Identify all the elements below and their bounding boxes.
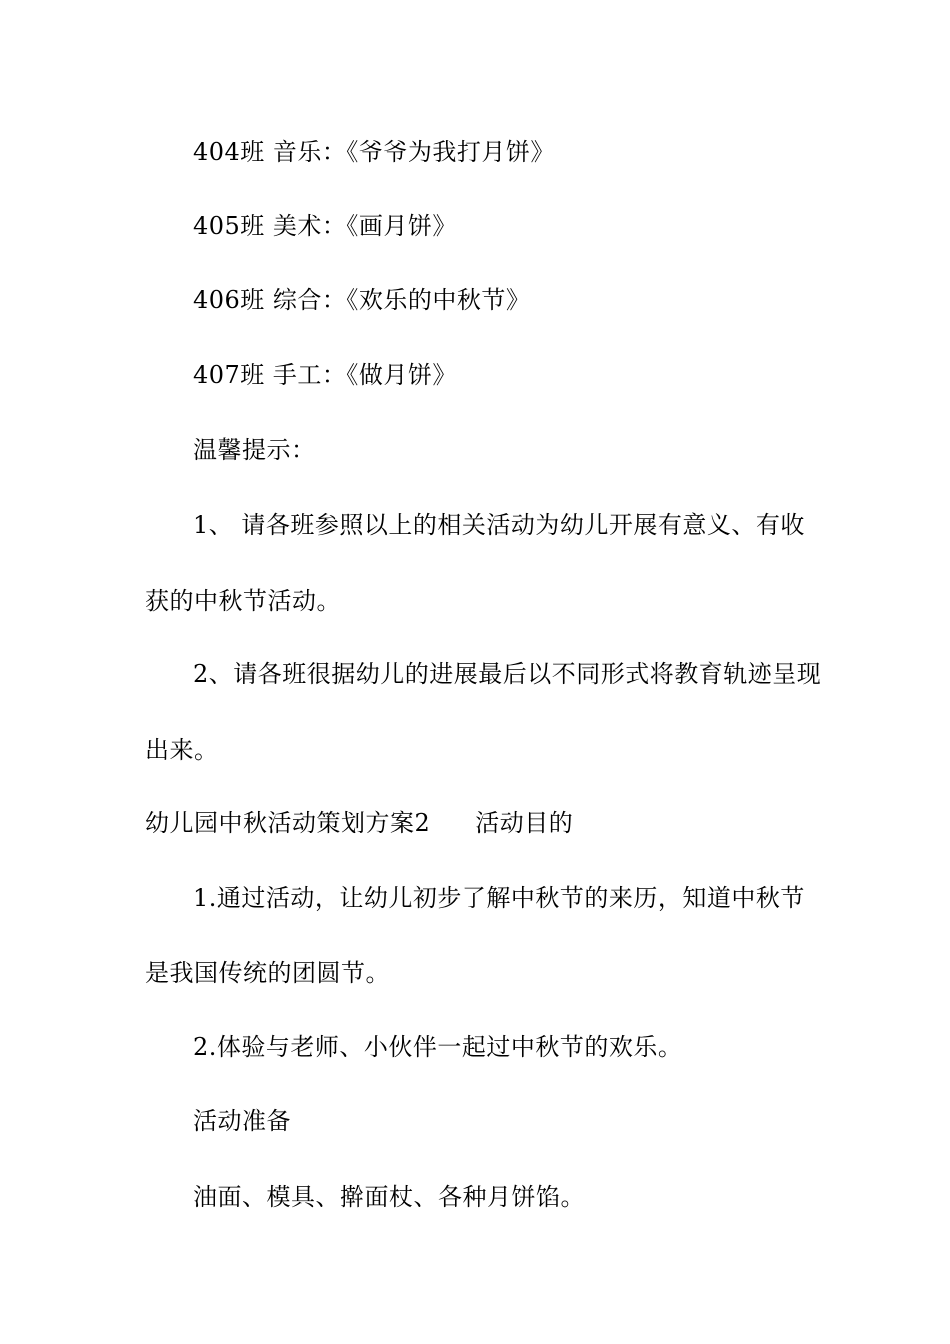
activity-407: 407班 手工：《做月饼》 [193,361,457,389]
tip-1-line-2: 获的中秋节活动。 [145,587,341,615]
goal-1-line-2: 是我国传统的团圆节。 [145,959,390,987]
tip-2-line-2: 出来。 [145,736,219,764]
tips-heading: 温馨提示： [193,436,316,464]
goals-heading: 活动目的 [475,809,574,837]
tip-1-line-1: 1、 请各班参照以上的相关活动为幼儿开展有意义、有收 [193,511,805,539]
preparation-materials: 油面、模具、擀面杖、各种月饼馅。 [193,1183,585,1211]
section-title-line [145,808,573,838]
goal-1-line-1: 1.通过活动，让幼儿初步了解中秋节的来历，知道中秋节 [193,884,805,912]
tip-2-line-1: 2、请各班很据幼儿的进展最后以不同形式将教育轨迹呈现 [193,660,822,688]
preparation-heading: 活动准备 [193,1107,291,1135]
activity-406: 406班 综合：《欢乐的中秋节》 [193,286,531,314]
section-title: 幼儿园中秋活动策划方案2 [145,809,431,837]
activity-404: 404班 音乐：《爷爷为我打月饼》 [193,138,555,166]
activity-405: 405班 美术：《画月饼》 [193,212,457,240]
goal-2: 2.体验与老师、小伙伴一起过中秋节的欢乐。 [193,1033,683,1061]
